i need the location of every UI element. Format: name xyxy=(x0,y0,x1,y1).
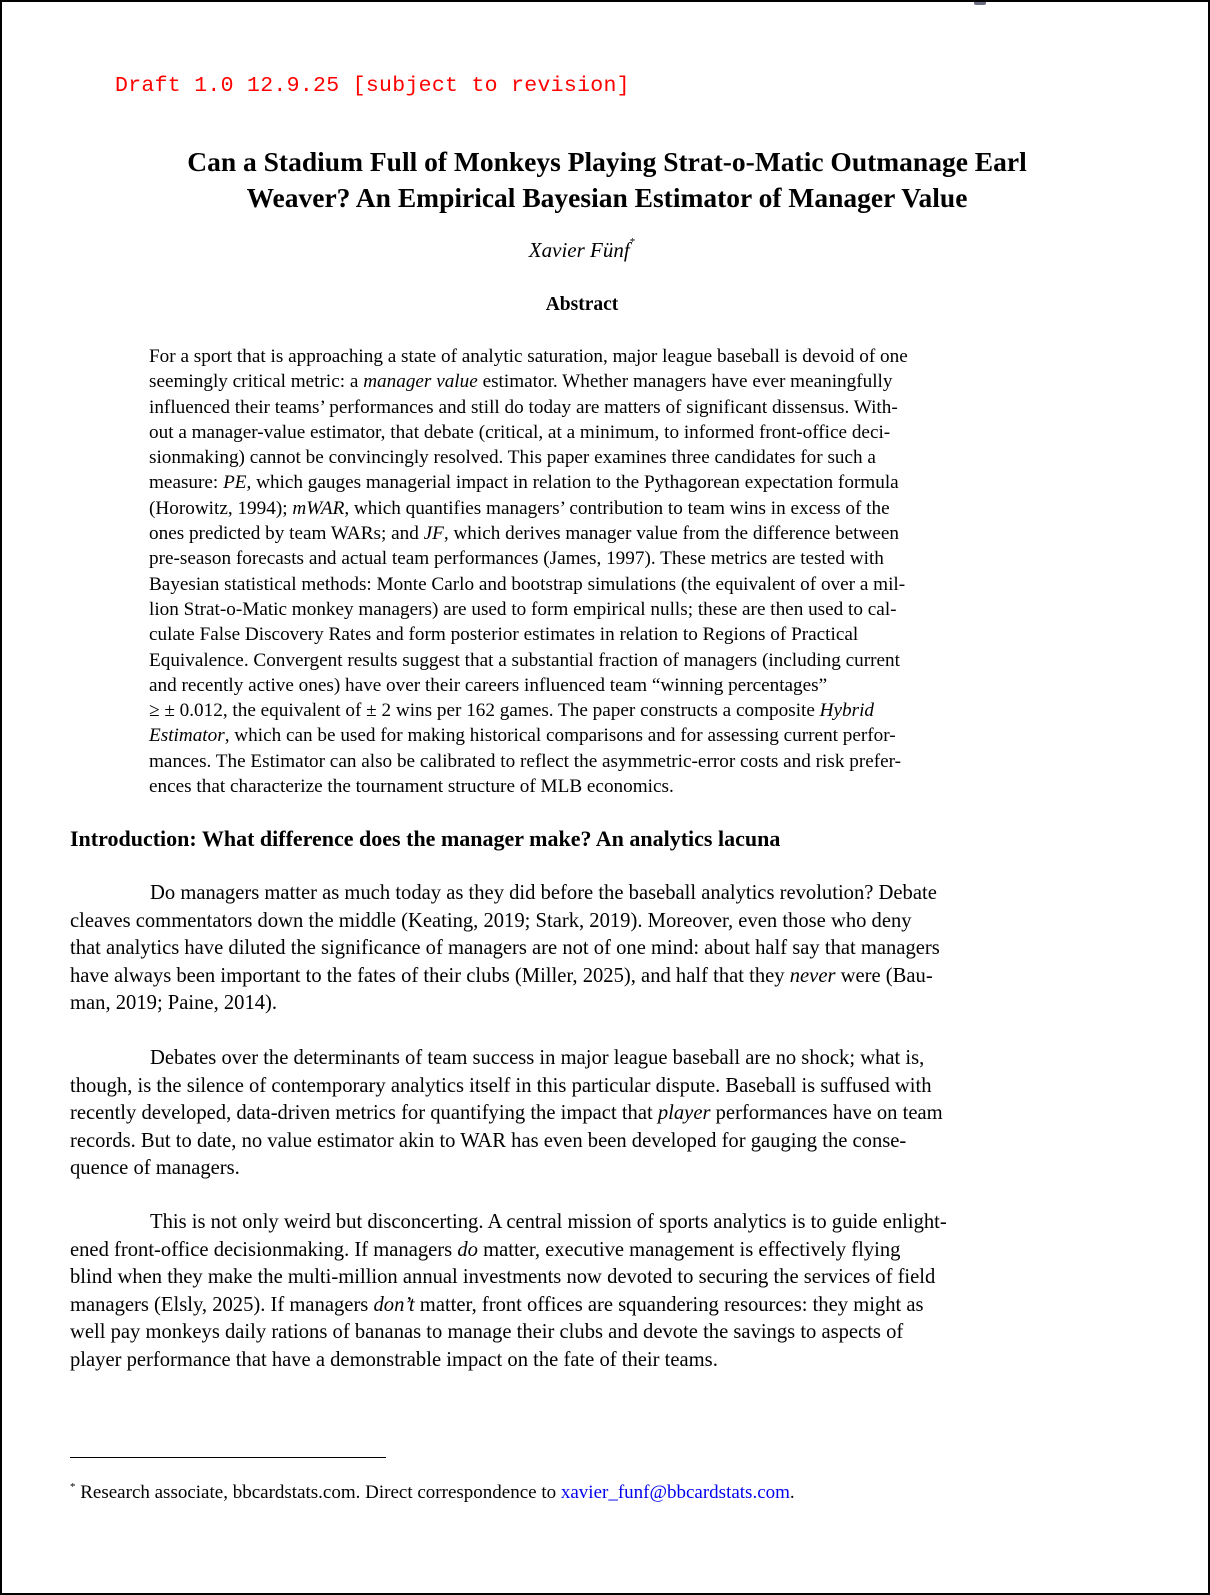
text-line: Do managers matter as much today as they did before the baseball analytics revolution? Debate xyxy=(150,882,937,904)
emphasis: manager value xyxy=(363,371,478,393)
emphasis: JF xyxy=(423,523,444,545)
text-line: Bayesian statistical methods: Monte Carlo and bootstrap simulations (the equivalent of over a mil- xyxy=(149,573,906,595)
footnote-marker: * xyxy=(70,1481,76,1493)
text-line: out a manager-value estimator, that debate (critical, at a minimum, to informed front-office deci- xyxy=(149,421,891,443)
emphasis: do xyxy=(457,1238,478,1261)
text-line: sionmaking) cannot be convincingly resolved. This paper examines three candidates for such a xyxy=(149,447,876,469)
text-line: Equivalence. Convergent results suggest that a substantial fraction of managers (including current xyxy=(149,649,900,671)
title-line: Can a Stadium Full of Monkeys Playing Strat-o-Matic Outmanage Earl xyxy=(187,146,1027,177)
body-paragraph xyxy=(70,1209,1100,1375)
text-line: that analytics have diluted the significance of managers are not of one mind: about half say that managers xyxy=(70,937,940,960)
footnote xyxy=(70,1482,795,1504)
text-line: quence of managers. xyxy=(70,1157,240,1180)
abstract-text xyxy=(149,344,1029,799)
text-line: pre-season forecasts and actual team performances (James, 1997). These metrics are tested with xyxy=(149,548,884,570)
title-line: Weaver? An Empirical Bayesian Estimator of Manager Value xyxy=(246,182,968,213)
text-line: ences that characterize the tournament structure of MLB economics. xyxy=(149,776,674,798)
text-line: mances. The Estimator can also be calibrated to reflect the asymmetric-error costs and risk prefer- xyxy=(149,750,902,772)
text-line: managers (Elsly, 2025). If managers don’t matter, front offices are squandering resources: they might as xyxy=(70,1293,924,1316)
text-line: ened front-office decisionmaking. If managers do matter, executive management is effectively flying xyxy=(70,1238,901,1261)
text-line: Debates over the determinants of team success in major league baseball are no shock; what is, xyxy=(150,1047,925,1069)
text-line: player performance that have a demonstrable impact on the fate of their teams. xyxy=(70,1348,718,1371)
email-link[interactable]: xavier_funf@bbcardstats.com xyxy=(560,1482,790,1503)
text-line: and recently active ones) have over their careers influenced team “winning percentages” xyxy=(149,674,828,696)
section-heading-introduction: Introduction: What difference does the manager make? An analytics lacuna xyxy=(70,826,781,851)
emphasis: never xyxy=(789,964,836,987)
text-line: seemingly critical metric: a manager value estimator. Whether managers have ever meaningfully xyxy=(149,371,893,393)
text-line: For a sport that is approaching a state of analytic saturation, major league baseball is devoid of one xyxy=(149,346,908,367)
footnote-trailing: . xyxy=(789,1482,795,1503)
emphasis: player xyxy=(657,1102,711,1125)
text-line: have always been important to the fates of their clubs (Miller, 2025), and half that they never were (Bau- xyxy=(70,964,933,987)
text-line: well pay monkeys daily rations of bananas to manage their clubs and devote the savings to aspects of xyxy=(70,1321,904,1344)
text-line: measure: PE, which gauges managerial impact in relation to the Pythagorean expectation formula xyxy=(149,472,899,494)
text-line: This is not only weird but disconcerting. A central mission of sports analytics is to guide enlight- xyxy=(150,1211,947,1233)
paper-title xyxy=(62,144,1152,216)
text-line: records. But to date, no value estimator akin to WAR has even been developed for gauging the conse- xyxy=(70,1129,907,1152)
emphasis: mWAR xyxy=(292,497,345,519)
text-line: ≥ ± 0.012, the equivalent of ± 2 wins per 162 games. The paper constructs a composite Hybrid xyxy=(149,700,875,722)
text-line: though, is the silence of contemporary analytics itself in this particular dispute. Baseball is suffused with xyxy=(70,1074,932,1097)
emphasis: PE xyxy=(223,472,247,494)
abstract-heading: Abstract xyxy=(545,294,619,315)
emphasis: Hybrid xyxy=(819,700,875,722)
footnote-text: Research associate, bbcardstats.com. Direct correspondence to xyxy=(75,1482,561,1503)
footnote-divider xyxy=(70,1457,386,1458)
text-line: recently developed, data-driven metrics for quantifying the impact that player performances have on team xyxy=(70,1102,943,1125)
author-name: Xavier Fünf xyxy=(528,238,630,262)
emphasis: Estimator xyxy=(149,725,225,747)
text-line: (Horowitz, 1994); mWAR, which quantifies managers’ contribution to team wins in excess of the xyxy=(149,497,890,519)
text-line: Estimator, which can be used for making historical comparisons and for assessing current perfor- xyxy=(149,725,896,747)
author-footnote-marker[interactable]: * xyxy=(629,236,636,248)
text-line: cleaves commentators down the middle (Keating, 2019; Stark, 2019). Moreover, even those who deny xyxy=(70,909,912,932)
text-line: influenced their teams’ performances and still do today are matters of significant dissensus. With- xyxy=(149,396,898,418)
text-line: ones predicted by team WARs; and JF, which derives manager value from the difference between xyxy=(149,523,900,545)
text-line: culate False Discovery Rates and form posterior estimates in relation to Regions of Practical xyxy=(149,624,859,646)
emphasis: don’t xyxy=(373,1293,415,1316)
draft-notice: Draft 1.0 12.9.25 [subject to revision] xyxy=(115,74,630,98)
text-line: blind when they make the multi-million annual investments now devoted to securing the services of field xyxy=(70,1266,936,1289)
text-line: man, 2019; Paine, 2014). xyxy=(70,992,278,1015)
body-paragraph xyxy=(70,1045,1100,1183)
scroll-handle[interactable] xyxy=(974,2,986,5)
body-paragraph xyxy=(70,880,1100,1018)
author xyxy=(2,238,1162,263)
text-line: lion Strat-o-Matic monkey managers) are used to form empirical nulls; these are then used to cal- xyxy=(149,598,897,620)
